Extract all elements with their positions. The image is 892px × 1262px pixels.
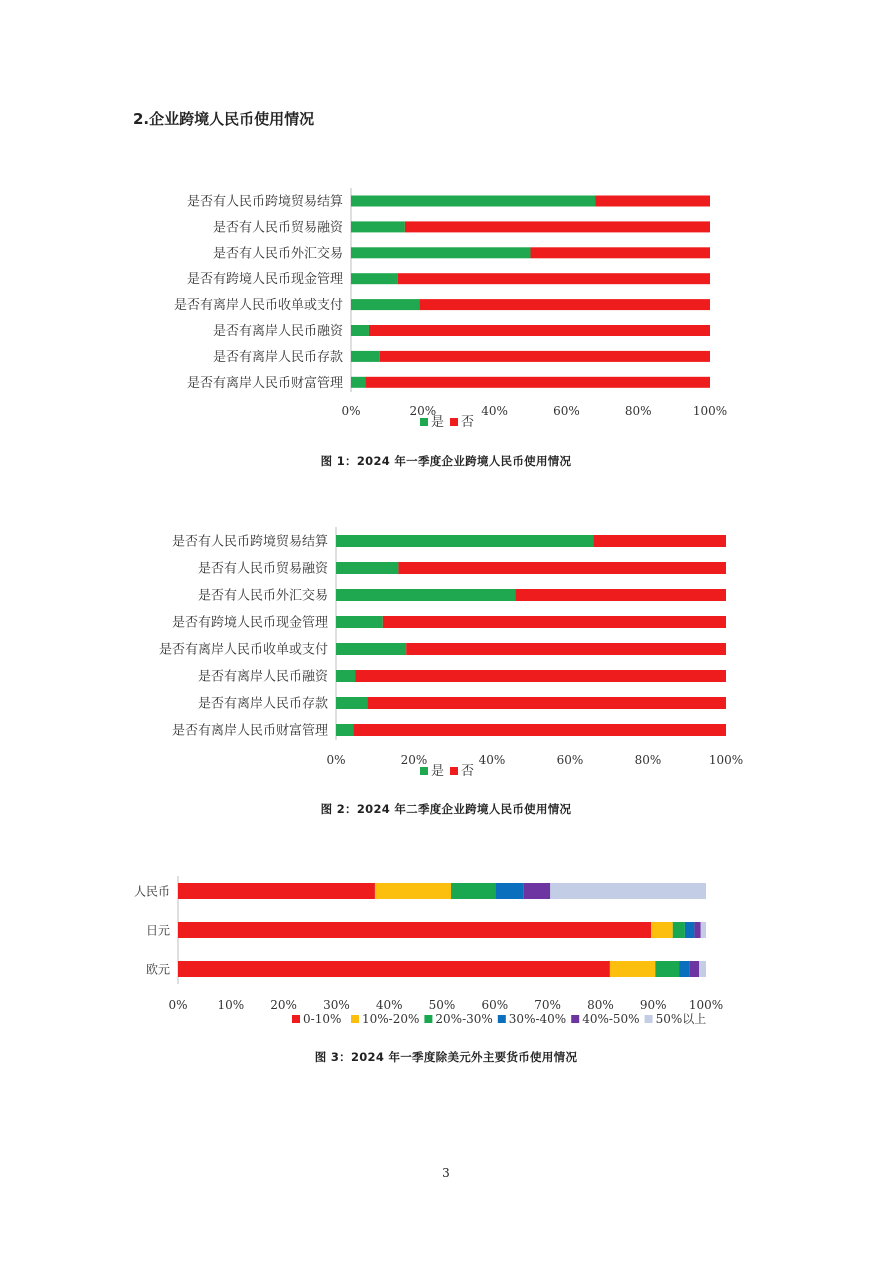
bar-segment-2 xyxy=(375,883,451,899)
x-tick-label: 40% xyxy=(481,404,508,418)
category-label: 是否有离岸人民币融资 xyxy=(197,669,328,685)
bar-segment-2 xyxy=(610,961,655,977)
category-label: 是否有人民币外汇交易 xyxy=(212,246,343,262)
category-label: 是否有跨境人民币现金管理 xyxy=(171,615,328,631)
bar-segment-5 xyxy=(690,961,700,977)
bar-segment-5 xyxy=(524,883,550,899)
x-tick-label: 80% xyxy=(587,998,614,1012)
bar-segment-1 xyxy=(178,961,610,977)
legend-swatch-6 xyxy=(645,1015,653,1023)
x-tick-label: 60% xyxy=(556,753,584,767)
legend-label: 40%-50% xyxy=(582,1012,640,1026)
category-label: 是否有人民币外汇交易 xyxy=(197,588,328,604)
section-title: 2.企业跨境人民币使用情况 xyxy=(133,110,315,128)
bar-segment-3 xyxy=(655,961,679,977)
x-tick-label: 40% xyxy=(375,998,403,1012)
category-label: 是否有人民币跨境贸易结算 xyxy=(171,534,328,550)
legend-label: 是 xyxy=(431,764,445,779)
legend-label: 20%-30% xyxy=(435,1012,493,1026)
bar-segment-4 xyxy=(679,961,690,977)
category-label: 人民币 xyxy=(133,884,170,899)
x-tick-label: 20% xyxy=(270,998,297,1012)
bar-segment-1 xyxy=(178,883,375,899)
legend-label: 50%以上 xyxy=(655,1012,707,1026)
legend-swatch-3 xyxy=(424,1015,432,1023)
category-label: 日元 xyxy=(145,923,170,938)
x-tick-label: 100% xyxy=(708,753,744,767)
x-tick-label: 50% xyxy=(428,998,456,1012)
x-tick-label: 60% xyxy=(481,998,509,1012)
legend-label: 30%-40% xyxy=(508,1012,567,1026)
x-tick-label: 100% xyxy=(692,404,728,418)
legend-label: 是 xyxy=(431,415,445,430)
x-tick-label: 0% xyxy=(326,753,346,767)
bar-segment-6 xyxy=(550,883,706,899)
category-label: 是否有离岸人民币存款 xyxy=(197,696,328,712)
category-label: 是否有离岸人民币财富管理 xyxy=(171,723,328,739)
x-tick-label: 40% xyxy=(478,753,506,767)
category-label: 是否有跨境人民币现金管理 xyxy=(186,272,343,288)
x-tick-label: 20% xyxy=(400,753,428,767)
figure-2-caption: 图 2：2024 年二季度企业跨境人民币使用情况 xyxy=(320,802,572,816)
legend-swatch-4 xyxy=(498,1015,506,1023)
figure-1-caption: 图 1：2024 年一季度企业跨境人民币使用情况 xyxy=(320,454,572,468)
x-tick-label: 0% xyxy=(341,404,361,418)
x-tick-label: 70% xyxy=(534,998,561,1012)
bar-segment-2 xyxy=(651,922,673,938)
legend-label: 10%-20% xyxy=(362,1012,420,1026)
legend-swatch-5 xyxy=(571,1015,579,1023)
legend-swatch-2 xyxy=(351,1015,359,1023)
category-label: 是否有人民币跨境贸易结算 xyxy=(186,194,343,210)
x-tick-label: 30% xyxy=(323,998,350,1012)
legend-label: 否 xyxy=(461,764,475,779)
category-label: 是否有人民币贸易融资 xyxy=(197,561,328,577)
bar-segment-6 xyxy=(699,961,706,977)
bar-segment-5 xyxy=(694,922,700,938)
x-tick-label: 0% xyxy=(168,998,188,1012)
category-label: 是否有人民币贸易融资 xyxy=(212,220,343,236)
x-tick-label: 90% xyxy=(639,998,667,1012)
x-tick-label: 60% xyxy=(553,404,580,418)
category-label: 是否有离岸人民币融资 xyxy=(212,324,343,339)
category-label: 是否有离岸人民币存款 xyxy=(212,349,343,365)
category-label: 是否有离岸人民币收单或支付 xyxy=(173,298,343,314)
page-number: 3 xyxy=(442,1166,450,1180)
legend-label: 0-10% xyxy=(303,1012,342,1026)
bar-segment-1 xyxy=(178,922,651,938)
bar-segment-3 xyxy=(673,922,685,938)
figure-3-caption: 图 3：2024 年一季度除美元外主要货币使用情况 xyxy=(314,1050,578,1064)
category-label: 是否有离岸人民币财富管理 xyxy=(186,375,343,391)
bar-segment-3 xyxy=(451,883,495,899)
bar-segment-4 xyxy=(495,883,524,899)
x-tick-label: 10% xyxy=(217,998,245,1012)
bar-segment-6 xyxy=(701,922,706,938)
category-label: 是否有离岸人民币收单或支付 xyxy=(158,642,328,658)
legend-label: 否 xyxy=(461,415,475,430)
x-tick-label: 80% xyxy=(624,404,652,418)
bar-segment-4 xyxy=(685,922,695,938)
x-tick-label: 100% xyxy=(688,998,724,1012)
x-tick-label: 20% xyxy=(409,404,437,418)
category-label: 欧元 xyxy=(145,962,170,977)
legend-swatch-1 xyxy=(292,1015,300,1023)
x-tick-label: 80% xyxy=(634,753,662,767)
